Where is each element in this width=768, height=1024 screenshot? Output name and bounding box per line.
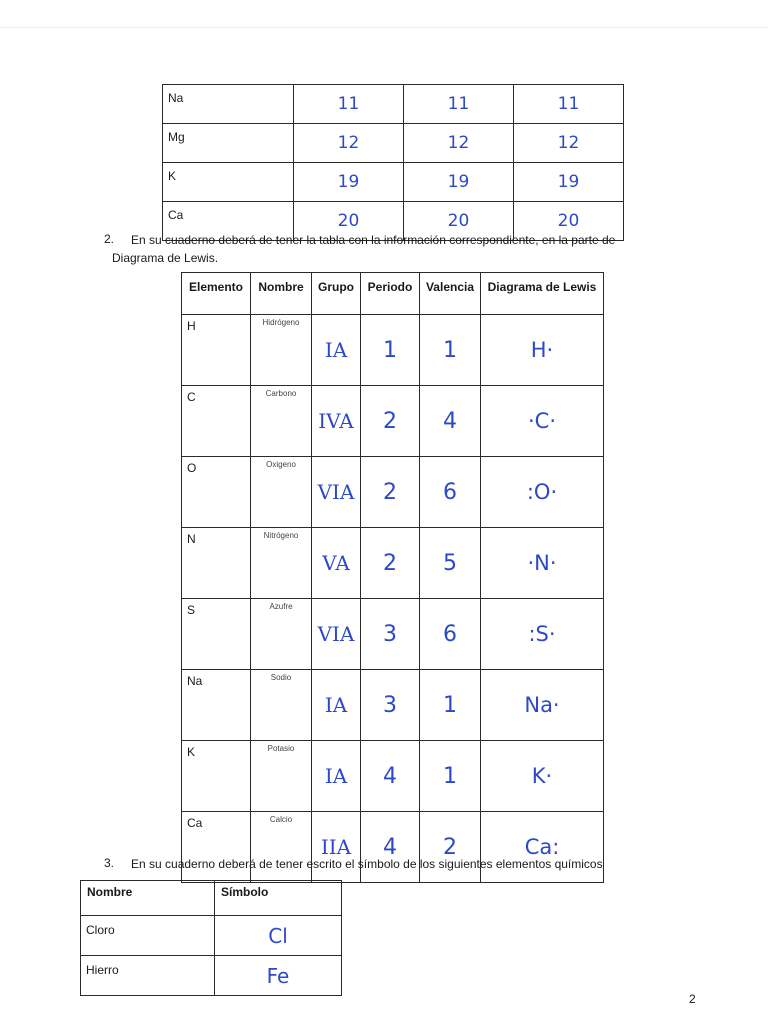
period-value: 3 xyxy=(361,599,420,670)
handwritten-value: 19 xyxy=(404,163,514,202)
question-text: En su cuaderno deberá de tener la tabla con la información correspondiente, en la parte de xyxy=(131,233,616,247)
table-row xyxy=(182,457,604,528)
handwritten-value: 11 xyxy=(294,85,404,124)
group-value: IA xyxy=(312,741,361,812)
handwritten-value: 11 xyxy=(514,85,624,124)
column-header: Diagrama de Lewis xyxy=(481,273,604,315)
column-header: Símbolo xyxy=(215,881,342,916)
table-row xyxy=(163,124,624,163)
group-value: VA xyxy=(312,528,361,599)
element-name-cell: Hierro xyxy=(81,956,215,996)
valence-value: 4 xyxy=(420,386,481,457)
column-header: Grupo xyxy=(312,273,361,315)
lewis-diagram-table xyxy=(181,272,604,883)
element-cell: Ca xyxy=(182,812,251,883)
table-row xyxy=(163,85,624,124)
handwritten-value: 20 xyxy=(404,202,514,241)
group-value: IVA xyxy=(312,386,361,457)
element-cell: H xyxy=(182,315,251,386)
element-name: Carbono xyxy=(251,386,312,457)
element-cell: K xyxy=(182,741,251,812)
element-cell: N xyxy=(182,528,251,599)
table-row xyxy=(163,163,624,202)
element-name: Hidrógeno xyxy=(251,315,312,386)
period-value: 1 xyxy=(361,315,420,386)
group-value: VIA xyxy=(312,599,361,670)
lewis-diagram: ·C· xyxy=(481,386,604,457)
valence-value: 1 xyxy=(420,670,481,741)
element-name: Calcio xyxy=(251,812,312,883)
table-row xyxy=(182,315,604,386)
period-value: 3 xyxy=(361,670,420,741)
column-header: Nombre xyxy=(81,881,215,916)
element-name: Sodio xyxy=(251,670,312,741)
valence-value: 6 xyxy=(420,457,481,528)
group-value: VIA xyxy=(312,457,361,528)
question-number: 2. xyxy=(104,232,115,246)
table-row xyxy=(182,670,604,741)
atomic-number-table xyxy=(162,84,624,241)
question-text: En su cuaderno deberá de tener escrito el símbolo de los siguientes elementos químicos xyxy=(131,857,603,871)
table-row xyxy=(81,916,342,956)
period-value: 4 xyxy=(361,812,420,883)
page-top-rule xyxy=(0,27,768,28)
period-value: 2 xyxy=(361,457,420,528)
period-value: 4 xyxy=(361,741,420,812)
valence-value: 5 xyxy=(420,528,481,599)
column-header: Nombre xyxy=(251,273,312,315)
table-row xyxy=(182,386,604,457)
lewis-diagram: :S· xyxy=(481,599,604,670)
lewis-diagram: H· xyxy=(481,315,604,386)
question-number: 3. xyxy=(104,856,115,870)
element-cell: S xyxy=(182,599,251,670)
question-text: Diagrama de Lewis. xyxy=(112,251,219,265)
lewis-diagram: Na· xyxy=(481,670,604,741)
handwritten-value: 12 xyxy=(404,124,514,163)
symbol-value: Cl xyxy=(215,916,342,956)
element-cell: K xyxy=(163,163,294,202)
table-row xyxy=(81,956,342,996)
lewis-diagram: K· xyxy=(481,741,604,812)
handwritten-value: 19 xyxy=(514,163,624,202)
table-row xyxy=(182,528,604,599)
valence-value: 2 xyxy=(420,812,481,883)
lewis-diagram: :O· xyxy=(481,457,604,528)
header-row xyxy=(81,881,342,916)
element-cell: Na xyxy=(182,670,251,741)
symbol-value: Fe xyxy=(215,956,342,996)
element-cell: Na xyxy=(163,85,294,124)
valence-value: 1 xyxy=(420,315,481,386)
group-value: IA xyxy=(312,315,361,386)
element-name: Azufre xyxy=(251,599,312,670)
lewis-diagram: Ca: xyxy=(481,812,604,883)
period-value: 2 xyxy=(361,386,420,457)
element-cell: O xyxy=(182,457,251,528)
element-cell: Ca xyxy=(163,202,294,241)
handwritten-value: 12 xyxy=(294,124,404,163)
column-header: Elemento xyxy=(182,273,251,315)
element-symbol-table xyxy=(80,880,342,996)
element-name: Oxigeno xyxy=(251,457,312,528)
table-row xyxy=(182,599,604,670)
column-header: Periodo xyxy=(361,273,420,315)
element-cell: Mg xyxy=(163,124,294,163)
element-name: Nitrógeno xyxy=(251,528,312,599)
period-value: 2 xyxy=(361,528,420,599)
handwritten-value: 20 xyxy=(294,202,404,241)
header-row xyxy=(182,273,604,315)
element-cell: C xyxy=(182,386,251,457)
element-name-cell: Cloro xyxy=(81,916,215,956)
lewis-diagram: ·N· xyxy=(481,528,604,599)
column-header: Valencia xyxy=(420,273,481,315)
handwritten-value: 12 xyxy=(514,124,624,163)
page-number: 2 xyxy=(689,992,696,1006)
handwritten-value: 11 xyxy=(404,85,514,124)
group-value: IIA xyxy=(312,812,361,883)
handwritten-value: 20 xyxy=(514,202,624,241)
handwritten-value: 19 xyxy=(294,163,404,202)
group-value: IA xyxy=(312,670,361,741)
valence-value: 1 xyxy=(420,741,481,812)
valence-value: 6 xyxy=(420,599,481,670)
element-name: Potasio xyxy=(251,741,312,812)
table-row xyxy=(182,741,604,812)
